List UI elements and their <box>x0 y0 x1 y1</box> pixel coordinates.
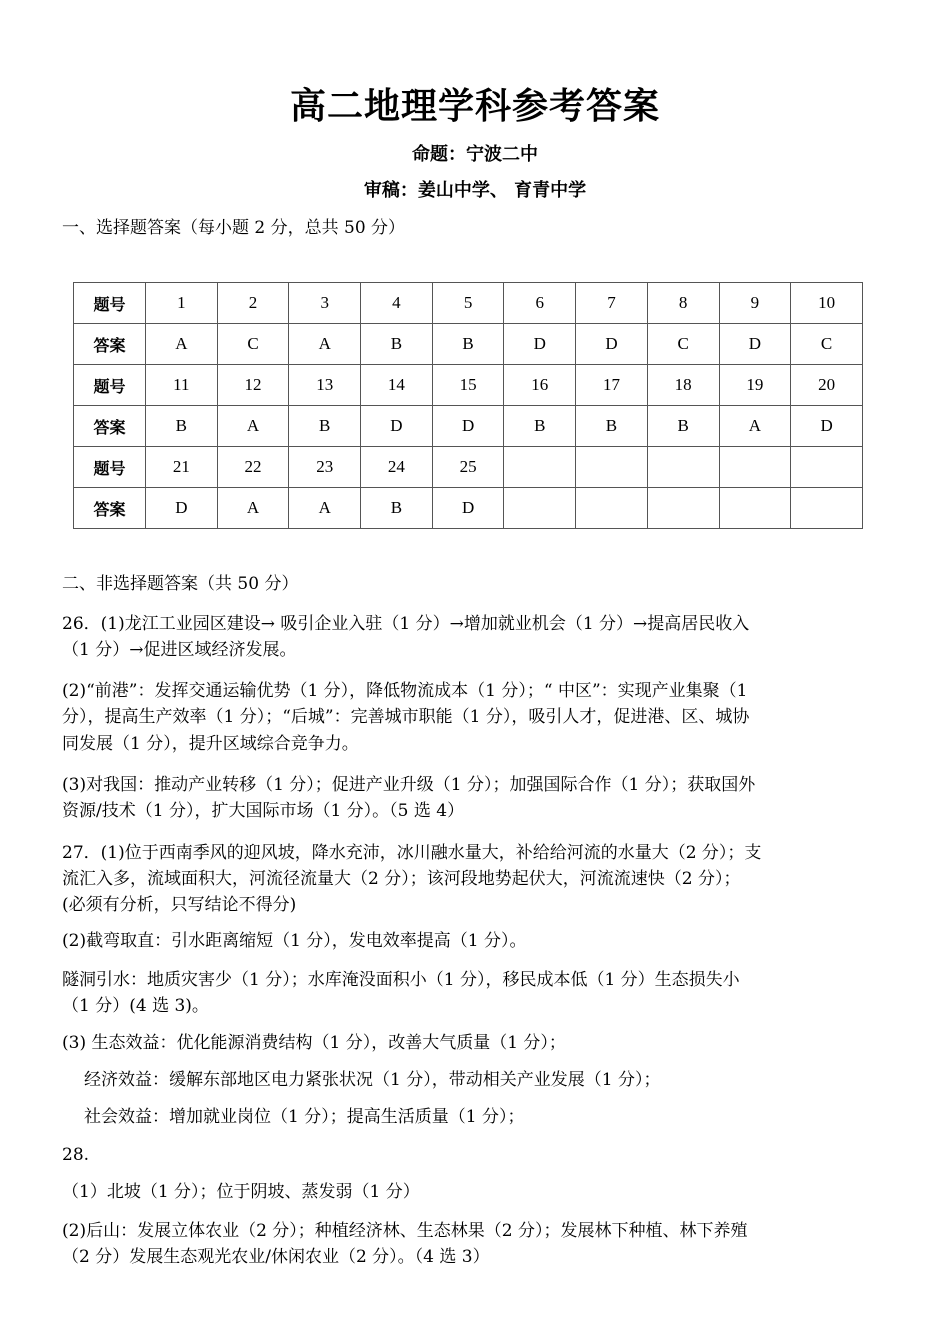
answer-cell: A <box>146 324 218 365</box>
question-number-cell: 5 <box>432 283 504 324</box>
answer-cell <box>576 488 648 529</box>
answer-cell: B <box>146 406 218 447</box>
answer-line: 隧洞引水：地质灾害少（1 分）；水库淹没面积小（1 分），移民成本低（1 分）生态损失小 <box>62 970 740 990</box>
question-number-cell: 16 <box>504 365 576 406</box>
answer-cell: D <box>576 324 648 365</box>
answer-line: （2 分）发展生态观光农业/休闲农业（2 分）。（4 选 3） <box>62 1247 490 1267</box>
answer-cell: A <box>217 406 289 447</box>
question-number-cell: 6 <box>504 283 576 324</box>
question-number-cell: 8 <box>647 283 719 324</box>
question-number-cell: 19 <box>719 365 791 406</box>
answer-cell: B <box>576 406 648 447</box>
question-number-cell: 7 <box>576 283 648 324</box>
answer-line: (2)后山：发展立体农业（2 分）；种植经济林、生态林果（2 分）；发展林下种植、林下养殖 <box>62 1221 748 1241</box>
question-number-cell: 23 <box>289 447 361 488</box>
question-number-cell <box>504 447 576 488</box>
answer-cell: D <box>504 324 576 365</box>
answer-line: 27．(1)位于西南季风的迎风坡，降水充沛，冰川融水量大，补给给河流的水量大（2 分）；支 <box>62 843 762 863</box>
question-number-cell <box>791 447 863 488</box>
question-number-cell: 22 <box>217 447 289 488</box>
answer-row <box>74 488 863 529</box>
question-number-cell: 12 <box>217 365 289 406</box>
answer-line: (2)“前港”：发挥交通运输优势（1 分），降低物流成本（1 分）；“ 中区”：实现产业集聚（1 <box>62 681 748 701</box>
answer-cell <box>791 488 863 529</box>
question-number-label: 题号 <box>74 283 146 324</box>
question-number-cell: 10 <box>791 283 863 324</box>
answer-line: 流汇入多，流域面积大，河流径流量大（2 分）；该河段地势起伏大，河流流速快（2 分）； <box>62 869 741 889</box>
answer-cell: B <box>432 324 504 365</box>
answer-row <box>74 324 863 365</box>
answer-cell: A <box>217 488 289 529</box>
question-number-cell: 15 <box>432 365 504 406</box>
answer-line: （1 分）(4 选 3)。 <box>62 996 209 1016</box>
answer-line: （1）北坡（1 分）；位于阴坡、蒸发弱（1 分） <box>62 1182 420 1202</box>
answer-row <box>74 406 863 447</box>
answer-line: (必须有分析，只写结论不得分) <box>62 895 297 915</box>
question-number-cell: 21 <box>146 447 218 488</box>
answer-cell: B <box>361 488 433 529</box>
question-number-cell <box>647 447 719 488</box>
answer-line: 26．(1)龙江工业园区建设→ 吸引企业入驻（1 分）→增加就业机会（1 分）→提高居民收入 <box>62 614 750 634</box>
answer-cell: D <box>719 324 791 365</box>
answer-cell: A <box>719 406 791 447</box>
answer-line: （1 分）→促进区域经济发展。 <box>62 640 297 660</box>
question-number-cell: 25 <box>432 447 504 488</box>
answer-line: 28. <box>62 1145 90 1165</box>
question-number-cell: 9 <box>719 283 791 324</box>
answer-line: 经济效益：缓解东部地区电力紧张状况（1 分），带动相关产业发展（1 分）； <box>84 1070 661 1090</box>
answer-cell: D <box>432 488 504 529</box>
question-number-cell: 3 <box>289 283 361 324</box>
document-title: 高二地理学科参考答案 <box>289 86 660 127</box>
answer-label: 答案 <box>74 324 146 365</box>
answer-cell: C <box>217 324 289 365</box>
answer-label: 答案 <box>74 488 146 529</box>
answer-cell: A <box>289 324 361 365</box>
answer-label: 答案 <box>74 406 146 447</box>
answer-line: 分），提高生产效率（1 分）；“后城”：完善城市职能（1 分），吸引人才，促进港、区、城协 <box>62 707 750 727</box>
reviewer-line: 审稿：姜山中学、 育青中学 <box>363 180 587 201</box>
question-number-cell: 18 <box>647 365 719 406</box>
section-2-heading: 二、非选择题答案（共 50 分） <box>62 574 299 594</box>
question-number-cell: 13 <box>289 365 361 406</box>
setter-line: 命题：宁波二中 <box>412 144 538 165</box>
answer-cell: D <box>361 406 433 447</box>
question-number-cell: 11 <box>146 365 218 406</box>
question-number-cell: 1 <box>146 283 218 324</box>
answer-cell: D <box>146 488 218 529</box>
answer-cell <box>504 488 576 529</box>
section-1-heading: 一、选择题答案（每小题 2 分，总共 50 分） <box>62 218 406 238</box>
answer-cell: B <box>289 406 361 447</box>
question-number-row <box>74 447 863 488</box>
answer-table <box>73 282 863 529</box>
answer-cell: B <box>647 406 719 447</box>
answer-line: (3) 生态效益：优化能源消费结构（1 分），改善大气质量（1 分）； <box>62 1033 566 1053</box>
question-number-cell: 4 <box>361 283 433 324</box>
answer-cell: A <box>289 488 361 529</box>
question-number-cell <box>719 447 791 488</box>
question-number-label: 题号 <box>74 447 146 488</box>
question-number-cell <box>576 447 648 488</box>
question-number-label: 题号 <box>74 365 146 406</box>
question-number-cell: 2 <box>217 283 289 324</box>
answer-cell: B <box>504 406 576 447</box>
answer-cell: C <box>791 324 863 365</box>
answer-cell: D <box>432 406 504 447</box>
question-number-cell: 20 <box>791 365 863 406</box>
answer-line: 同发展（1 分），提升区域综合竞争力。 <box>62 734 359 754</box>
question-number-row <box>74 283 863 324</box>
question-number-cell: 17 <box>576 365 648 406</box>
answer-cell <box>719 488 791 529</box>
answer-line: 资源/技术（1 分），扩大国际市场（1 分）。（5 选 4） <box>62 801 465 821</box>
answer-line: (3)对我国：推动产业转移（1 分）；促进产业升级（1 分）；加强国际合作（1 分）；获取国外 <box>62 775 756 795</box>
question-number-cell: 24 <box>361 447 433 488</box>
answer-cell: B <box>361 324 433 365</box>
answer-line: (2)截弯取直：引水距离缩短（1 分），发电效率提高（1 分）。 <box>62 931 527 951</box>
question-number-cell: 14 <box>361 365 433 406</box>
answer-line: 社会效益：增加就业岗位（1 分）；提高生活质量（1 分）； <box>84 1107 525 1127</box>
answer-cell: D <box>791 406 863 447</box>
answer-cell: C <box>647 324 719 365</box>
question-number-row <box>74 365 863 406</box>
answer-cell <box>647 488 719 529</box>
